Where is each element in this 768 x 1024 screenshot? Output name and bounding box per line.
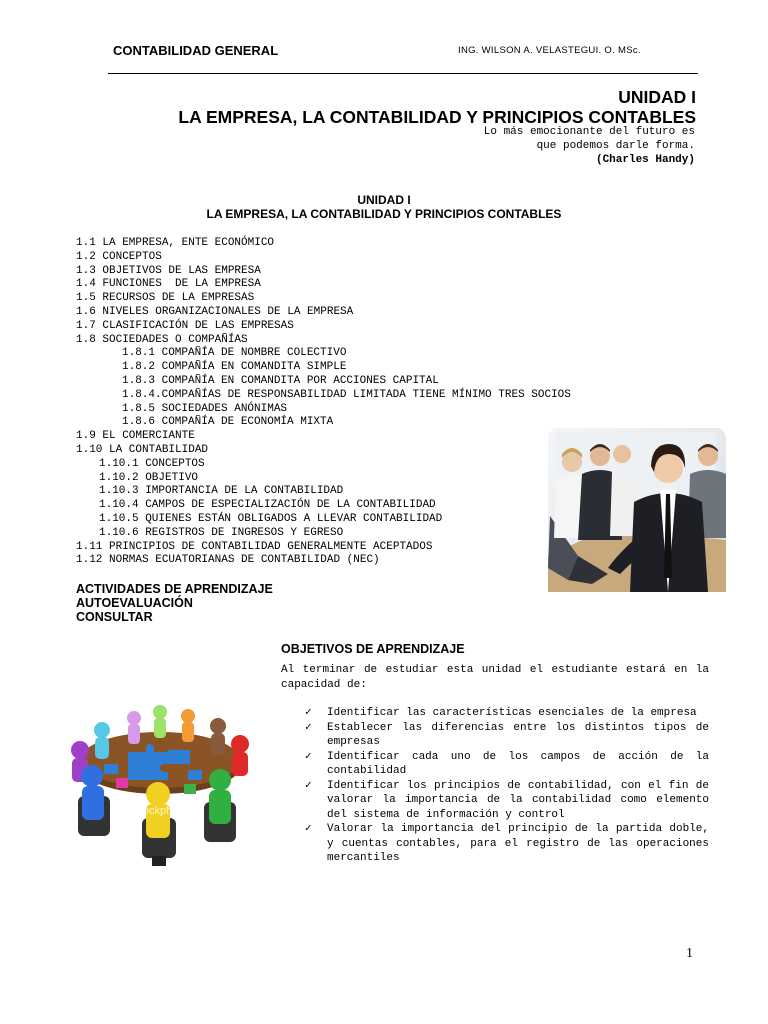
activities-learning: ACTIVIDADES DE APRENDIZAJE xyxy=(76,582,273,596)
activities-consult: CONSULTAR xyxy=(76,609,153,624)
quote-line-2: que podemos darle forma. xyxy=(536,140,695,152)
toc-entry: 1.12 NORMAS ECUATORIANAS DE CONTABILIDAD (NEC) xyxy=(76,554,380,567)
checkmark-icon: ✓ xyxy=(305,823,312,835)
objective-text: Valorar la importancia del principio de la partida doble, y cuentas contables, para el registro de las operaciones mercantiles xyxy=(327,823,709,864)
objectives-list xyxy=(305,706,709,866)
toc-entry: 1.10 LA CONTABILIDAD xyxy=(76,443,209,456)
toc-entry: 1.1 LA EMPRESA, ENTE ECONÓMICO xyxy=(76,237,275,249)
table-of-contents xyxy=(76,237,571,568)
toc-entry: 1.5 RECURSOS DE LA EMPRESAS xyxy=(76,292,255,305)
toc-entry: 1.9 EL COMERCIANTE xyxy=(76,430,195,443)
activities-self-evaluation: AUTOEVALUACIÓN xyxy=(76,595,193,610)
toc-entry: 1.10.2 OBJETIVO xyxy=(99,471,199,484)
objective-text: Identificar las características esenciales de la empresa xyxy=(327,707,697,719)
toc-heading-number: UNIDAD I xyxy=(357,193,411,207)
toc-entry: 1.8.3 COMPAÑÍA EN COMANDITA POR ACCIONES CAPITAL xyxy=(122,374,439,387)
toc-heading-title: LA EMPRESA, LA CONTABILIDAD Y PRINCIPIOS CONTABLES xyxy=(206,207,562,221)
toc-entry: 1.4 FUNCIONES DE LA EMPRESA xyxy=(76,278,261,291)
checkmark-icon: ✓ xyxy=(305,750,312,763)
checkmark-icon: ✓ xyxy=(305,707,312,719)
epigraph-quote xyxy=(484,125,695,167)
toc-entry: 1.3 OBJETIVOS DE LAS EMPRESA xyxy=(76,264,261,277)
toc-entry: 1.8.1 COMPAÑÍA DE NOMBRE COLECTIVO xyxy=(122,347,347,360)
objective-text: Identificar los principios de contabilidad, con el fin de valorar la importancia de la contabilidad como elemento del sistema de información y control xyxy=(327,779,709,821)
unit-heading-title: LA EMPRESA, LA CONTABILIDAD Y PRINCIPIOS CONTABLES xyxy=(178,107,696,127)
checkmark-icon: ✓ xyxy=(305,779,312,792)
page-number: 1 xyxy=(686,946,693,961)
objective-item xyxy=(305,822,709,866)
toc-entry: 1.2 CONCEPTOS xyxy=(76,250,162,263)
header-course-title: CONTABILIDAD GENERAL xyxy=(113,43,279,58)
unit-heading-number: UNIDAD I xyxy=(618,87,696,107)
toc-entry: 1.6 NIVELES ORGANIZACIONALES DE LA EMPRESA xyxy=(76,305,354,318)
objective-item xyxy=(305,721,709,750)
objective-item xyxy=(305,706,709,721)
objectives-intro: Al terminar de estudiar esta unidad el estudiante estará en la capacidad de: xyxy=(281,664,709,691)
toc-entry: 1.10.3 IMPORTANCIA DE LA CONTABILIDAD xyxy=(99,485,344,498)
toc-entry: 1.7 CLASIFICACIÓN DE LAS EMPRESAS xyxy=(76,319,294,332)
toc-heading xyxy=(0,193,768,221)
quote-line-1: Lo más emocionante del futuro es xyxy=(483,126,695,138)
business-team-photo xyxy=(548,428,726,592)
header-author: ING. WILSON A. VELASTEGUI. O. MSc. xyxy=(458,45,641,56)
toc-entry: 1.8 SOCIEDADES O COMPAÑÍAS xyxy=(76,333,248,346)
activities-block xyxy=(76,583,273,624)
objective-item xyxy=(305,779,709,823)
checkmark-icon: ✓ xyxy=(305,721,312,734)
header-divider xyxy=(108,73,698,74)
objectives-title: OBJETIVOS DE APRENDIZAJE xyxy=(281,642,465,656)
puzzle-team-clipart xyxy=(68,700,258,872)
toc-entry: 1.11 PRINCIPIOS DE CONTABILIDAD GENERALMENTE ACEPTADOS xyxy=(76,540,433,553)
unit-heading xyxy=(178,87,696,127)
toc-entry: 1.8.6 COMPAÑÍA DE ECONOMÍA MIXTA xyxy=(122,416,334,429)
toc-entry: 1.8.4.COMPAÑÍAS DE RESPONSABILIDAD LIMITADA TIENE MÍNIMO TRES SOCIOS xyxy=(122,388,571,401)
toc-entry: 1.8.2 COMPAÑÍA EN COMANDITA SIMPLE xyxy=(122,361,347,374)
toc-entry: 1.10.1 CONCEPTOS xyxy=(99,457,205,470)
toc-entry: 1.10.6 REGISTROS DE INGRESOS Y EGRESO xyxy=(99,526,344,539)
quote-author: (Charles Handy) xyxy=(595,154,695,166)
objective-text: Identificar cada uno de los campos de acción de la contabilidad xyxy=(327,750,709,777)
toc-entry: 1.10.4 CAMPOS DE ESPECIALIZACIÓN DE LA CONTABILIDAD xyxy=(99,499,436,512)
objective-item xyxy=(305,750,709,779)
toc-entry: 1.10.5 QUIENES ESTÁN OBLIGADOS A LLEVAR CONTABILIDAD xyxy=(99,512,443,525)
clipart-watermark: iStockphoto xyxy=(130,805,188,817)
objective-text: Establecer las diferencias entre los distintos tipos de empresas xyxy=(327,721,709,748)
toc-entry: 1.8.5 SOCIEDADES ANÓNIMAS xyxy=(122,402,288,415)
